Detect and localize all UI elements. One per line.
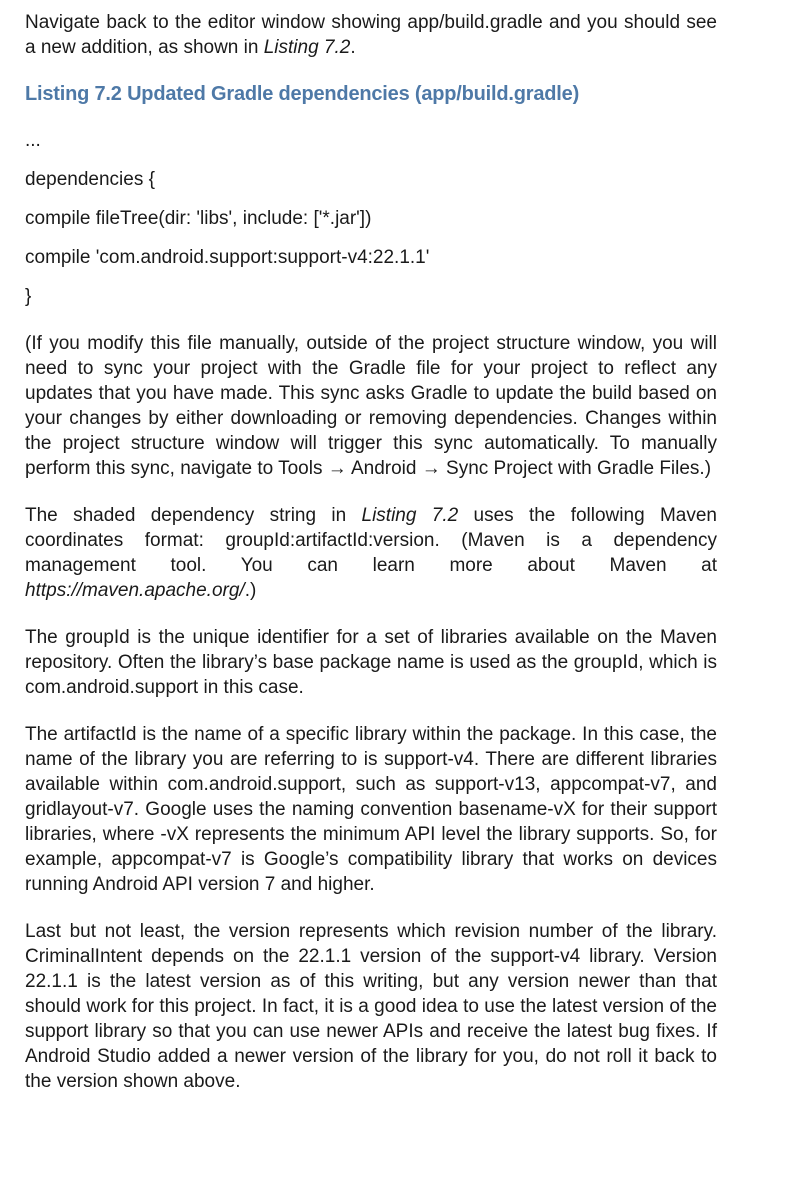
intro-paragraph: [25, 10, 717, 60]
maven-listing-ref: Listing 7.2: [361, 505, 459, 526]
maven-text-after: .): [244, 580, 257, 601]
code-line-compile-filetree: compile fileTree(dir: 'libs', include: ['*.jar']): [25, 208, 372, 229]
maven-url-link[interactable]: https://maven.apache.org/: [25, 580, 245, 601]
artifactid-paragraph: The artifactId is the name of a specific library within the package. In this case, the name of the library you are referring to is support-v4. There are different libraries available within com.android.support, such as support-v13, appcompat-v7, and gridlayout-v7. Google uses the naming convention basename-vX for their support libraries, where -vX represents the minimum API level the library supports. So, for example, appcompat-v7 is Google’s compatibility library that works on devices running Android API version 7 and higher.: [25, 724, 717, 895]
version-paragraph: Last but not least, the version represents which revision number of the library. CriminalIntent depends on the 22.1.1 version of the support-v4 library. Version 22.1.1 is the latest version as of this writing, but any version newer than that should work for this project. In fact, it is a good idea to use the latest version of the support library so that you can use newer APIs and receive the latest bug fixes. If Android Studio added a newer version of the library for you, do not roll it back to the version shown above.: [25, 921, 717, 1092]
groupid-paragraph: The groupId is the unique identifier for a set of libraries available on the Maven repository. Often the library’s base package name is used as the groupId, which is com.android.support in this case.: [25, 627, 717, 698]
code-listing: [25, 128, 717, 309]
intro-listing-ref: Listing 7.2: [263, 37, 351, 58]
code-line-compile-support: compile 'com.android.support:support-v4:22.1.1': [25, 247, 430, 268]
sync-paragraph: (If you modify this file manually, outside of the project structure window, you will need to sync your project with the Gradle file for your project to reflect any updates that you have made. This sync asks Gradle to update the build based on your changes by either downloading or removing dependencies. Changes within the project structure window will trigger this sync automatically. To manually perform this sync, navigate to Tools → Android → Sync Project with Gradle Files.): [25, 333, 717, 479]
code-line-dependencies-close: }: [25, 286, 32, 307]
code-line-ellipsis: ...: [25, 130, 41, 151]
listing-title: Listing 7.2 Updated Gradle dependencies (app/build.gradle): [25, 83, 580, 105]
maven-paragraph: [25, 503, 717, 603]
maven-text-middle: uses the following Maven coordinates format: groupId:artifactId:version. (Maven is a dependency management tool. You can learn more about Maven at: [25, 505, 717, 576]
intro-text-before: Navigate back to the editor window showing app/build.gradle and you should see a new addition, as shown in: [25, 12, 717, 58]
code-line-dependencies-open: dependencies {: [25, 169, 155, 190]
intro-text-after: .: [350, 37, 356, 58]
maven-text-before: The shaded dependency string in: [25, 505, 362, 526]
